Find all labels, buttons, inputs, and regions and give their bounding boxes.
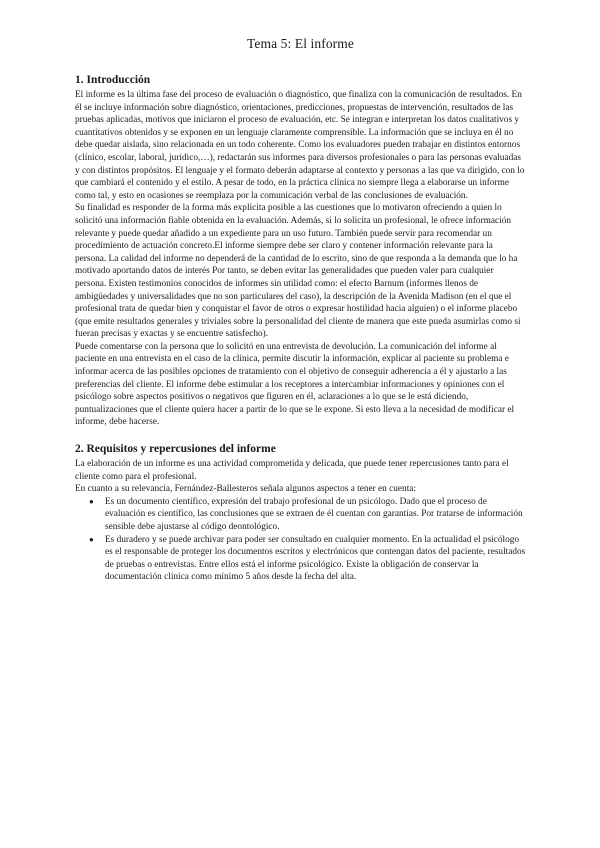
list-item <box>75 496 526 534</box>
section-introduccion <box>75 74 526 429</box>
section-requisitos <box>75 443 526 584</box>
list-item <box>75 534 526 584</box>
bullet-list <box>75 496 526 584</box>
bullet-icon: ● <box>89 534 94 544</box>
list-item-text: Es duradero y se puede archivar para poder ser consultado en cualquier momento. En la actualidad el psicólogo es el responsable de proteger los documentos escritos y electrónicos que contengan datos del paciente, resultados de pruebas o entrevistas. Entre ellos está el informe psicológico. Existe la obligación de conservar la documentación clínica como mínimo 5 años desde la fecha del alta. <box>105 534 526 583</box>
paragraph: Su finalidad es responder de la forma más explícita posible a las cuestiones que lo motivaron ofreciendo a quien lo solicitó una información fiable obtenida en la evaluación. Además, si lo solicita un profesional, le ofrece información relevante y puede quedar añadido a un expediente para un uso futuro. También puede servir para recomendar un procedimiento de actuación concreto.El informe siempre debe ser claro y contener información relevante para la persona. La calidad del informe no dependerá de la cantidad de lo escrito, sino de que responda a la demanda que lo ha motivado aportando datos de interés Por tanto, se deben evitar las generalidades que pueden valer para cualquier persona. Existen testimonios conocidos de informes sin utilidad como: el efecto Barnum (informes llenos de ambigüedades y universalidades que no son particulares del caso), la descripción de la Avenida Madison (en el que el profesional trata de quedar bien y conquistar el favor de otros o expresar hostilidad hacia alguien) o el informe placebo (que emite resultados generales y triviales sobre la personalidad del cliente de manera que este pueda asumirlas como si fueran precisas y exactas y se encuentre satisfecho). <box>75 203 521 340</box>
section-heading: 1. Introducción <box>75 74 151 86</box>
list-item-text: Es un documento científico, expresión del trabajo profesional de un psicólogo. Dado que el proceso de evaluación es científico, las conclusiones que se extraen de él cuentan con garantías. Por tratarse de información sensible debe ajustarse al código deontológico. <box>105 496 523 532</box>
paragraph: La elaboración de un informe es una actividad comprometida y delicada, que puede tener repercusiones tanto para el cliente como para el profesional. <box>75 459 509 482</box>
paragraph: En cuanto a su relevancia, Fernández-Ballesteros señala algunos aspectos a tener en cuenta: <box>75 484 416 495</box>
section-heading: 2. Requisitos y repercusiones del informe <box>75 443 276 456</box>
document-title: Tema 5: El informe <box>247 36 354 51</box>
paragraph: Puede comentarse con la persona que lo solicitó en una entrevista de devolución. La comunicación del informe al paciente en una entrevista en el caso de la clínica, permite discutir la información, explicar al paciente su problema e informar acerca de las posibles opciones de tratamiento con el objetivo de conseguir adherencia a él y ajustarlo a las preferencias del cliente. El informe debe estimular a los receptores a intercambiar informaciones y opiniones con el psicólogo sobre aspectos positivos o negativos que figuren en él, aclaraciones a lo que se le está diciendo, puntualizaciones que el cliente quiera hacer a partir de lo que se le expone. Si esto lleva a la necesidad de modificar el informe, debe hacerse. <box>75 341 515 428</box>
paragraph: El informe es la última fase del proceso de evaluación o diagnóstico, que finaliza con la comunicación de resultados. En él se incluye información sobre diagnóstico, orientaciones, predicciones, propuestas de intervención, resultados de las pruebas aplicadas, motivos que iniciaron el proceso de evaluación, etc. Se integran e interpretan los datos cualitativos y cuantitativos obtenidos y se exponen en un lenguaje claramente comprensible. La información que se incluya en él no debe quedar aislada, sino relacionada en un todo coherente. Como los evaluadores pueden trabajar en distintos entornos (clínico, escolar, laboral, jurídico,…), redactarán sus informes para diversos profesionales o para las personas evaluadas y con distintos propósitos. El lenguaje y el formato deberán adaptarse al contexto y personas a las que va dirigido, con lo que cambiará el contenido y el estilo. A pesar de todo, en la práctica clínica no siempre llega a elaborarse un informe como tal, y esto en ocasiones se reemplaza por la comunicación verbal de las conclusiones de evaluación. <box>75 90 525 201</box>
document-page <box>75 36 526 598</box>
bullet-icon: ● <box>89 496 94 506</box>
